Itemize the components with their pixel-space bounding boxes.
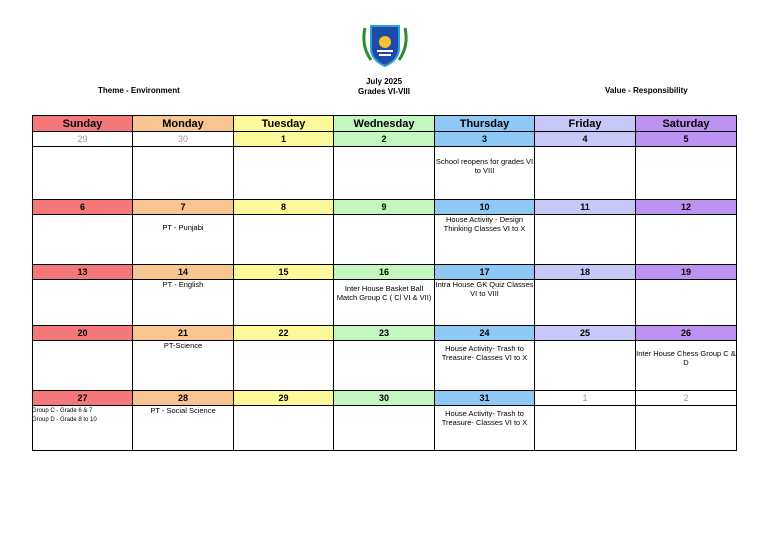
date-cell: 29	[234, 391, 334, 406]
week-1-dates	[33, 132, 737, 147]
date-cell: 25	[535, 326, 636, 341]
date-cell: 9	[334, 200, 435, 215]
date-cell: 26	[636, 326, 737, 341]
event-cell	[636, 215, 737, 265]
weekday-header-row	[33, 116, 737, 132]
date-cell: 15	[234, 265, 334, 280]
week-2-dates	[33, 200, 737, 215]
event-cell: Intra House GK Quiz Classes VI to VIII	[435, 280, 535, 326]
date-cell: 27	[33, 391, 133, 406]
date-cell: 6	[33, 200, 133, 215]
event-cell	[33, 341, 133, 391]
date-cell: 22	[234, 326, 334, 341]
date-cell: 3	[435, 132, 535, 147]
date-cell: 1	[535, 391, 636, 406]
value-label: Value - Responsibility	[605, 86, 688, 95]
event-cell	[234, 406, 334, 451]
date-cell: 4	[535, 132, 636, 147]
date-cell: 13	[33, 265, 133, 280]
event-cell	[636, 280, 737, 326]
event-cell	[234, 341, 334, 391]
event-cell	[334, 341, 435, 391]
week-3-events	[33, 280, 737, 326]
event-cell: House Activity- Trash to Treasure- Classes VI to X	[435, 406, 535, 451]
event-cell: Inter House Chess Group C & D	[636, 341, 737, 391]
date-cell: 29	[33, 132, 133, 147]
event-cell: House Activity - Design Thinking Classes VI to X	[435, 215, 535, 265]
day-header-sunday: Sunday	[33, 116, 133, 132]
event-cell	[234, 215, 334, 265]
group-notes	[32, 407, 97, 425]
event-cell	[334, 147, 435, 200]
week-4-dates	[33, 326, 737, 341]
date-cell: 28	[133, 391, 234, 406]
date-cell: 21	[133, 326, 234, 341]
date-cell: 11	[535, 200, 636, 215]
date-cell: 2	[334, 132, 435, 147]
date-cell: 5	[636, 132, 737, 147]
day-header-saturday: Saturday	[636, 116, 737, 132]
event-cell: Inter House Basket Ball Match Group C ( Cl VI & VII)	[334, 280, 435, 326]
event-cell	[33, 280, 133, 326]
date-cell: 20	[33, 326, 133, 341]
date-cell: 30	[334, 391, 435, 406]
week-4-events	[33, 341, 737, 391]
event-cell	[636, 406, 737, 451]
event-cell	[334, 215, 435, 265]
date-cell: 7	[133, 200, 234, 215]
date-cell: 12	[636, 200, 737, 215]
date-cell: 2	[636, 391, 737, 406]
date-cell: 8	[234, 200, 334, 215]
school-crest-icon	[355, 20, 415, 72]
week-1-events	[33, 147, 737, 200]
date-cell: 30	[133, 132, 234, 147]
month-title: July 2025	[365, 77, 403, 86]
event-cell	[535, 280, 636, 326]
week-5-events	[33, 406, 737, 451]
event-cell: PT - English	[133, 280, 234, 326]
week-2-events	[33, 215, 737, 265]
date-cell: 18	[535, 265, 636, 280]
date-cell: 19	[636, 265, 737, 280]
event-cell	[535, 147, 636, 200]
event-cell	[234, 280, 334, 326]
theme-label: Theme - Environment	[98, 86, 180, 95]
event-cell	[334, 406, 435, 451]
date-cell: 17	[435, 265, 535, 280]
event-cell: PT - Social Science	[133, 406, 234, 451]
event-cell: PT-Science	[133, 341, 234, 391]
date-cell: 1	[234, 132, 334, 147]
date-cell: 23	[334, 326, 435, 341]
day-header-monday: Monday	[133, 116, 234, 132]
event-cell: House Activity- Trash to Treasure- Classes VI to X	[435, 341, 535, 391]
event-cell	[133, 147, 234, 200]
event-cell	[234, 147, 334, 200]
date-cell: 10	[435, 200, 535, 215]
note-group-c: Group C - Grade 6 & 7	[32, 408, 93, 414]
day-header-tuesday: Tuesday	[234, 116, 334, 132]
event-cell	[33, 215, 133, 265]
grades-label: Grades VI-VIII	[357, 87, 411, 96]
week-3-dates	[33, 265, 737, 280]
date-cell: 31	[435, 391, 535, 406]
date-cell: 14	[133, 265, 234, 280]
day-header-thursday: Thursday	[435, 116, 535, 132]
calendar-table	[32, 115, 737, 451]
day-header-friday: Friday	[535, 116, 636, 132]
date-cell: 24	[435, 326, 535, 341]
event-cell	[535, 215, 636, 265]
event-cell	[535, 406, 636, 451]
week-5-dates	[33, 391, 737, 406]
event-cell: PT - Punjabi	[133, 215, 234, 265]
event-cell	[535, 341, 636, 391]
day-header-wednesday: Wednesday	[334, 116, 435, 132]
event-cell: School reopens for grades VI to VIII	[435, 147, 535, 200]
event-cell	[636, 147, 737, 200]
note-group-d: Group D - Grade 8 to 10	[32, 417, 97, 423]
event-cell	[33, 147, 133, 200]
date-cell: 16	[334, 265, 435, 280]
